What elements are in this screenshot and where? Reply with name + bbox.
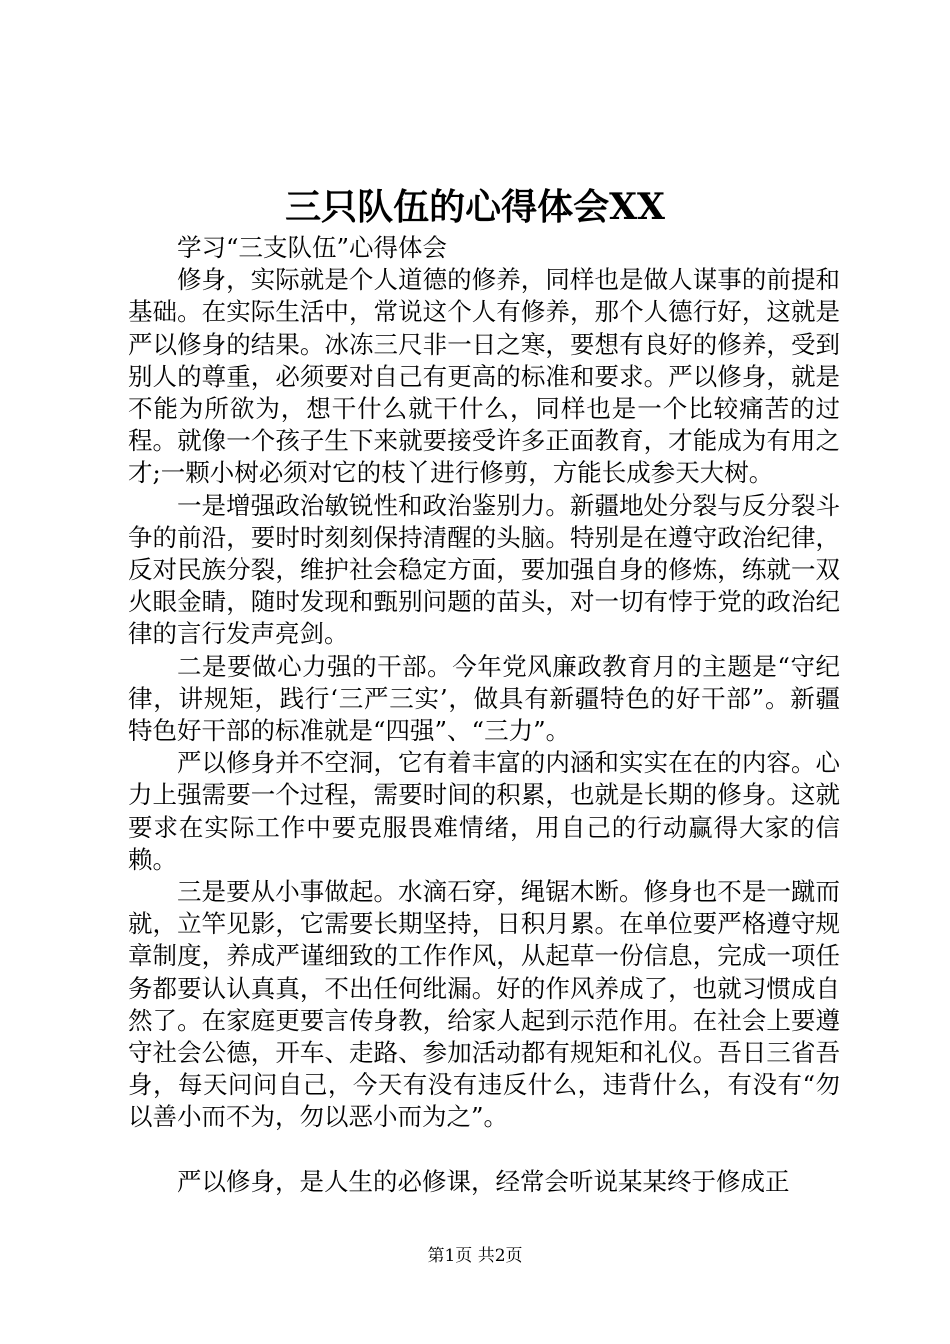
- body-paragraph: 三是要从小事做起。水滴石穿，绳锯木断。修身也不是一蹴而就，立竿见影，它需要长期坚持，日积月累。在单位要严格遵守规章制度，养成严谨细致的工作作风，从起草一份信息，完成一项任务都要认认真真，不出任何纰漏。好的作风养成了，也就习惯成自然了。在家庭更要言传身教，给家人起到示范作用。在社会上要遵守社会公德，开车、走路、参加活动都有规矩和礼仪。吾日三省吾身，每天问问自己，今天有没有违反什么，违背什么，有没有“勿以善小而不为，勿以恶小而为之”。: [128, 877, 840, 1132]
- page-number-footer: 第1页 共2页: [427, 1246, 523, 1266]
- body-paragraph: 严以修身，是人生的必修课，经常会听说某某终于修成正: [177, 1166, 790, 1196]
- document-title: 三只队伍的心得体会XX: [285, 186, 665, 228]
- body-paragraph: 一是增强政治敏锐性和政治鉴别力。新疆地处分裂与反分裂斗争的前沿，要时时刻刻保持清醒的头脑。特别是在遵守政治纪律，反对民族分裂，维护社会稳定方面，要加强自身的修炼，练就一双火眼金睛，随时发现和甄别问题的苗头，对一切有悖于党的政治纪律的言行发声亮剑。: [128, 490, 840, 649]
- subtitle-paragraph: 学习“三支队伍”心得体会: [177, 233, 448, 262]
- body-paragraph: 二是要做心力强的干部。今年党风廉政教育月的主题是“守纪律，讲规矩，践行‘三严三实’，做具有新疆特色的好干部”。新疆特色好干部的标准就是“四强”、“三力”。: [128, 651, 840, 746]
- body-paragraph: 严以修身并不空洞，它有着丰富的内涵和实实在在的内容。心力上强需要一个过程，需要时间的积累，也就是长期的修身。这就要求在实际工作中要克服畏难情绪，用自己的行动赢得大家的信赖。: [128, 748, 840, 874]
- body-paragraph: 修身，实际就是个人道德的修养，同样也是做人谋事的前提和基础。在实际生活中，常说这个人有修养，那个人德行好，这就是严以修身的结果。冰冻三尺非一日之寒，要想有良好的修养，受到别人的尊重，必须要对自己有更高的标准和要求。严以修身，就是不能为所欲为，想干什么就干什么，同样也是一个比较痛苦的过程。就像一个孩子生下来就要接受许多正面教育，才能成为有用之才;一颗小树必须对它的枝丫进行修剪，方能长成参天大树。: [128, 265, 840, 488]
- document-body: [128, 232, 840, 1198]
